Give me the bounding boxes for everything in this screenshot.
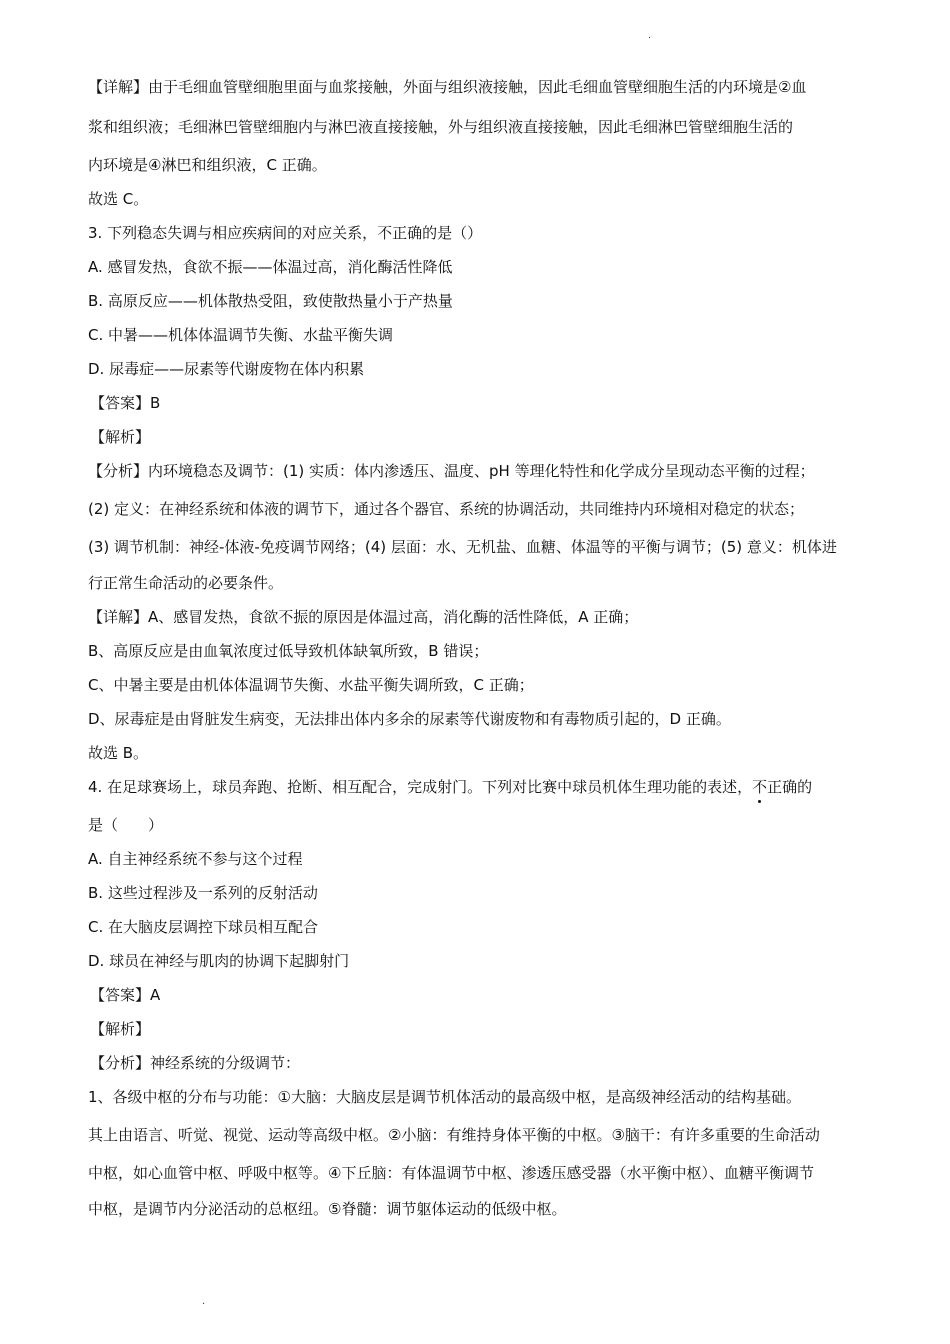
text-line: 【详解】由于毛细血管壁细胞里面与血浆接触，外面与组织液接触，因此毛细血管壁细胞生活的内环境是②血 <box>88 78 807 96</box>
option-b: B. 这些过程涉及一系列的反射活动 <box>88 884 318 902</box>
option-a: A. 自主神经系统不参与这个过程 <box>88 850 303 868</box>
option-b: B. 高原反应——机体散热受阻，致使散热量小于产热量 <box>88 292 453 310</box>
text-line: 中枢，如心血管中枢、呼吸中枢等。④下丘脑：有体温调节中枢、渗透压感受器（水平衡中枢）、血糖平衡调节 <box>88 1164 814 1182</box>
text-line: 1、各级中枢的分布与功能：①大脑：大脑皮层是调节机体活动的最高级中枢，是高级神经活动的结构基础。 <box>88 1088 801 1106</box>
text-line: 【详解】A、感冒发热，食欲不振的原因是体温过高，消化酶的活性降低，A 正确； <box>88 608 639 626</box>
text-line: B、高原反应是由血氧浓度过低导致机体缺氧所致，B 错误； <box>88 642 489 660</box>
text-line: (2) 定义：在神经系统和体液的调节下，通过各个器官、系统的协调活动，共同维持内环境相对稳定的状态； <box>88 500 805 518</box>
answer-label: 【答案】A <box>90 986 161 1004</box>
text-line: 行正常生命活动的必要条件。 <box>88 574 284 592</box>
question-3-stem: 3. 下列稳态失调与相应疾病间的对应关系，不正确的是（） <box>88 224 483 242</box>
analysis-label: 【解析】 <box>90 428 151 446</box>
option-c: C. 在大脑皮层调控下球员相互配合 <box>88 918 319 936</box>
text-line: (3) 调节机制：神经-体液-免疫调节网络；(4) 层面：水、无机盐、血糖、体温等的平衡与调节；(5) 意义：机体进 <box>88 538 837 556</box>
option-d: D. 球员在神经与肌肉的协调下起脚射门 <box>88 952 350 970</box>
answer-label: 【答案】B <box>90 394 161 412</box>
header-dot: . <box>648 30 652 41</box>
option-a: A. 感冒发热，食欲不振——体温过高，消化酶活性降低 <box>88 258 453 276</box>
text-line: 中枢，是调节内分泌活动的总枢纽。⑤脊髓：调节躯体运动的低级中枢。 <box>88 1200 567 1218</box>
option-d: D. 尿毒症——尿素等代谢废物在体内积累 <box>88 360 365 378</box>
text-line: 【分析】内环境稳态及调节：(1) 实质：体内渗透压、温度、pH 等理化特性和化学成分呈现动态平衡的过程； <box>88 462 815 480</box>
text-line: 内环境是④淋巴和组织液，C 正确。 <box>88 156 327 174</box>
question-4-stem: 4. 在足球赛场上，球员奔跑、抢断、相互配合，完成射门。下列对比赛中球员机体生理功能的表述，不正确的 <box>88 778 813 796</box>
option-c: C. 中暑——机体体温调节失衡、水盐平衡失调 <box>88 326 394 344</box>
text-line: 【分析】神经系统的分级调节： <box>90 1054 301 1072</box>
text-line: 其上由语言、听觉、视觉、运动等高级中枢。②小脑：有维持身体平衡的中枢。③脑干：有许多重要的生命活动 <box>88 1126 820 1144</box>
text-line: 故选 B。 <box>88 744 149 762</box>
question-4-stem-cont: 是（ ） <box>88 816 164 834</box>
text-line: D、尿毒症是由肾脏发生病变，无法排出体内多余的尿素等代谢废物和有毒物质引起的，D 正确。 <box>88 710 731 728</box>
text-line: C、中暑主要是由机体体温调节失衡、水盐平衡失调所致，C 正确； <box>88 676 534 694</box>
analysis-label: 【解析】 <box>90 1020 151 1038</box>
text-line: 故选 C。 <box>88 190 149 208</box>
footer-dot: . <box>202 1296 206 1307</box>
emphasis-dot-char: 不 <box>752 778 768 796</box>
text-line: 浆和组织液；毛细淋巴管壁细胞内与淋巴液直接接触，外与组织液直接接触，因此毛细淋巴管壁细胞生活的 <box>88 118 794 136</box>
